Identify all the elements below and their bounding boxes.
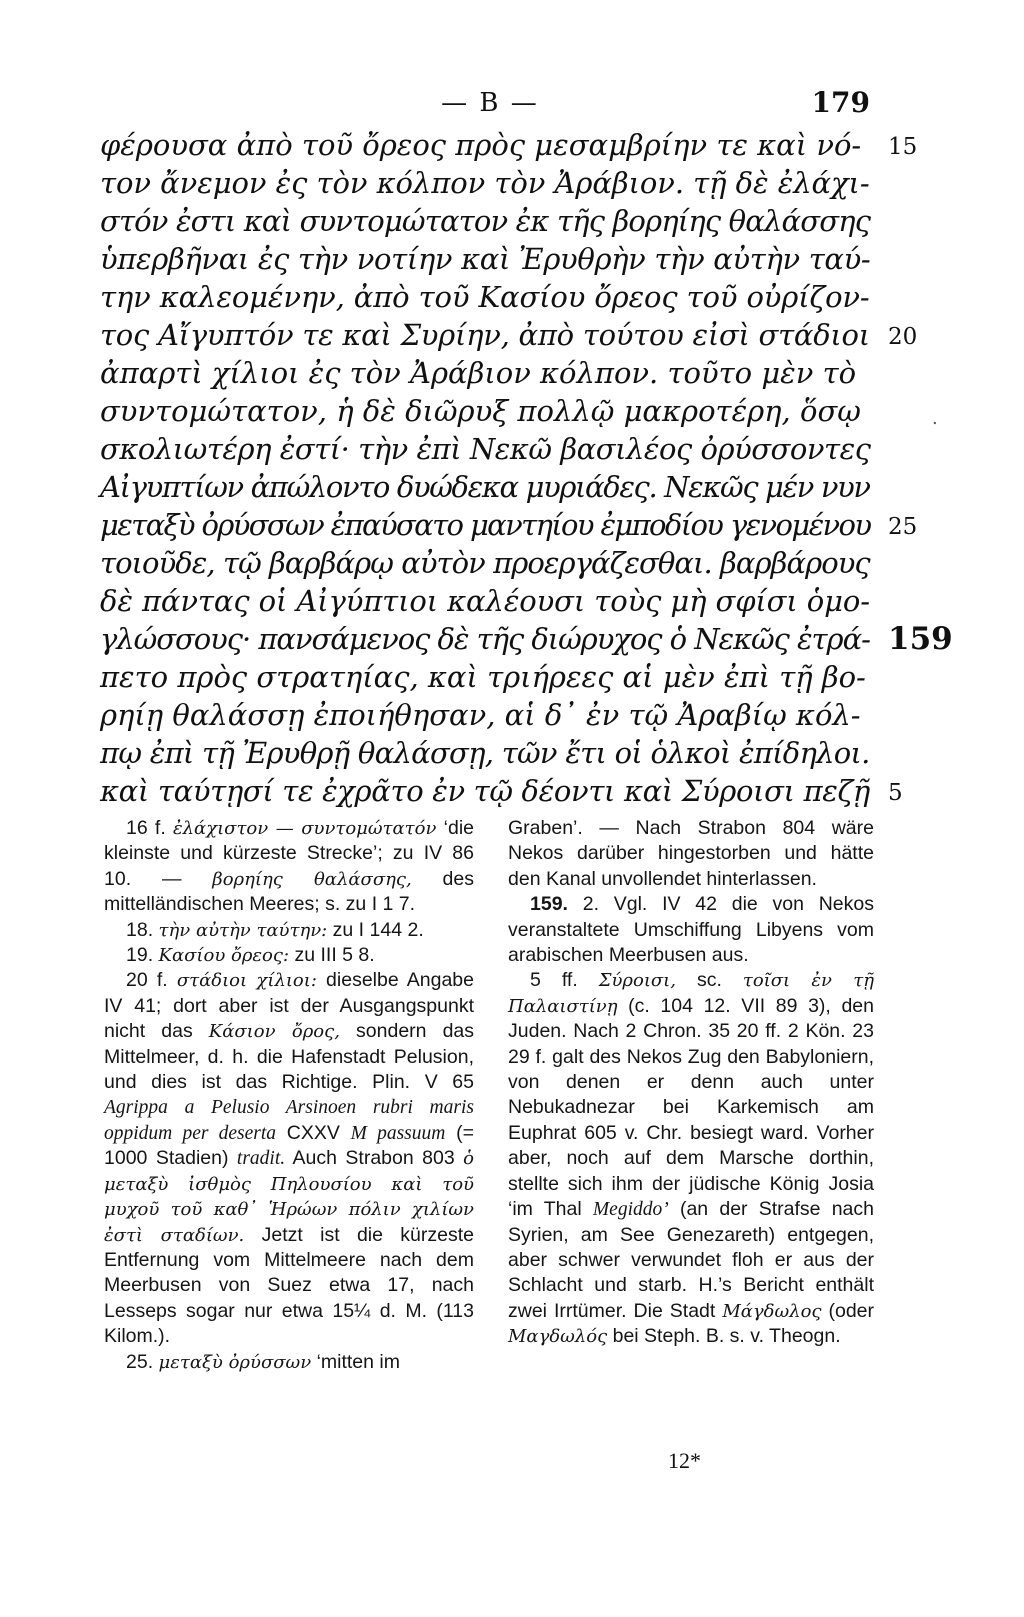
text-line: πετο πρὸς στρατηίας, καὶ τριήρεες αἱ μὲν ἐπὶ τῇ βο-: [100, 660, 866, 694]
note-text: CXXV: [286, 1121, 340, 1144]
greek-lemma: Κάσιον ὄρος,: [208, 1021, 340, 1043]
note-text: sc.: [696, 969, 722, 992]
note-text: zu III 5 8.: [294, 944, 375, 967]
latin-quote: M passuum: [350, 1122, 446, 1144]
line-number: 20: [888, 324, 918, 350]
greek-lemma: στάδιοι χίλιοι:: [176, 970, 317, 992]
greek-lemma: Σύροισι,: [598, 970, 676, 992]
note-text: 2. Vgl. IV 42 die von Nekos veranstaltete Umschiffung Libyens vom arabischen Meerbusen aus.: [508, 893, 874, 967]
text-line: ρηίῃ θαλάσσῃ ἐποιήθησαν, αἱ δ᾿ ἐν τῷ Ἀραβίῳ κόλ-: [100, 698, 861, 732]
note-ref: 16 f.: [126, 817, 166, 839]
footnotes-right-column: [508, 816, 874, 1350]
footnote: [104, 968, 474, 1349]
greek-lemma: Κασίου ὄρεος:: [158, 945, 290, 967]
note-ref: 25.: [126, 1350, 154, 1373]
text-line: ὑπερβῆναι ἐς τὴν νοτίην καὶ Ἐρυθρὴν τὴν αὐτὴν ταύ-: [100, 242, 871, 276]
greek-lemma: μεταξὺ ὀρύσσων: [158, 1351, 312, 1373]
text-line: μεταξὺ ὀρύσσων ἐπαύσατο μαντηίου ἐμποδίου γενομένου: [100, 508, 871, 542]
note-text: bei Steph. B. s. v. Theogn.: [612, 1325, 841, 1348]
latin-quote: Megiddo’: [592, 1199, 669, 1221]
greek-quote: ὁ μεταξὺ ἰσθμὸς Πηλουσίου καὶ τοῦ μυχοῦ τοῦ καθ᾿ Ἡρώων πόλιν χιλίων ἐστὶ σταδίων.: [104, 1148, 474, 1246]
page-number: 179: [811, 86, 870, 119]
signature-mark: 12*: [668, 1448, 701, 1473]
line-number: 5: [888, 780, 903, 806]
note-text: (= 1000 Stadien): [104, 1121, 474, 1170]
note-ref: 20 f.: [126, 969, 168, 992]
text-line: πῳ ἐπὶ τῇ Ἐρυθρῇ θαλάσσῃ, τῶν ἔτι οἱ ὁλκοὶ ἐπίδηλοι.: [100, 736, 870, 770]
note-text: Graben’. — Nach Strabon 804 wäre Nekos darüber hingestorben und hätte den Kanal unvollendet hinterlassen.: [508, 817, 874, 890]
note-ref: 5 ff.: [530, 969, 578, 992]
footnote: [508, 892, 874, 968]
text-line: τοιοῦδε, τῷ βαρβάρῳ αὐτὸν προεργάζεσθαι. βαρβάρους: [100, 546, 870, 580]
note-text: zu I 144 2.: [332, 918, 424, 941]
note-text: (oder: [828, 1299, 875, 1322]
greek-lemma: βορηίης θαλάσσης,: [212, 868, 412, 890]
text-line: δὲ πάντας οἱ Αἰγύπτιοι καλέουσι τοὺς μὴ σφίσι ὁμο-: [100, 584, 870, 618]
latin-quote: tradit.: [236, 1148, 286, 1170]
footnotes-left-column: [104, 816, 474, 1375]
text-line: τον ἄνεμον ἐς τὸν κόλπον τὸν Ἀράβιον. τῇ δὲ ἐλάχι-: [100, 166, 870, 200]
text-line: συντομώτατον, ἡ δὲ διῶρυξ πολλῷ μακροτέρη, ὅσῳ: [100, 394, 861, 428]
greek-lemma: Μαγδωλός: [508, 1326, 608, 1348]
text-line: φέρουσα ἀπὸ τοῦ ὄρεος πρὸς μεσαμβρίην τε καὶ νό-: [100, 128, 862, 162]
note-text: Auch Strabon 803: [292, 1147, 455, 1170]
note-text: ‘mitten im: [316, 1350, 400, 1373]
note-text: des mittelländischen Meeres; s. zu I 1 7.: [104, 867, 474, 916]
greek-quote: τοῖσι ἐν τῇ Παλαιστίνῃ: [508, 970, 875, 1017]
note-ref: 18.: [126, 918, 154, 941]
greek-lemma: τὴν αὐτὴν ταύτην:: [158, 919, 328, 941]
text-line: σκολιωτέρη ἐστί· τὴν ἐπὶ Νεκῶ βασιλέος ὀρύσσοντες: [100, 432, 871, 466]
note-text: (an der Strafse nach Syrien, am See Genezareth) entgegen, aber schwer verwundet floh er aus der Schlacht und starb. H.’s Bericht enthält zwei Irrtümer. Die Stadt: [508, 1198, 875, 1322]
footnote: [104, 943, 474, 968]
note-text: dieselbe Angabe IV 41; dort aber ist der Ausgangspunkt nicht das: [104, 969, 474, 1043]
line-number: 15: [888, 134, 918, 160]
text-line: γλώσσους· πανσάμενος δὲ τῆς διώρυχος ὁ Νεκῶς ἐτρά-: [100, 622, 870, 656]
note-ref: 19.: [126, 944, 154, 967]
text-line: τος Αἴγυπτόν τε καὶ Συρίην, ἀπὸ τούτου εἰσὶ στάδιοι: [100, 318, 870, 352]
running-head-signature: — B —: [441, 88, 539, 118]
footnote: [104, 816, 474, 918]
line-number: 25: [888, 514, 918, 540]
text-line: ἀπαρτὶ χίλιοι ἐς τὸν Ἀράβιον κόλπον. τοῦτο μὲν τὸ: [100, 356, 857, 390]
text-line: την καλεομένην, ἀπὸ τοῦ Κασίου ὄρεος τοῦ οὐρίζον-: [100, 280, 870, 314]
greek-lemma: Μάγδωλος: [722, 1300, 822, 1322]
text-line: στόν ἐστι καὶ συντομώτατον ἐκ τῆς βορηίης θαλάσσης: [100, 204, 871, 238]
text-line: Αἰγυπτίων ἀπώλοντο δυώδεκα μυριάδες. Νεκῶς μέν νυν: [100, 470, 870, 504]
latin-quote: Agrippa a Pelusio Arsinoen rubri maris oppidum per deserta: [104, 1097, 474, 1144]
chapter-number: 159: [888, 621, 953, 657]
note-text: sondern das Mittelmeer, d. h. die Hafenstadt Pelusion, und dies ist das Richtige. Plin. V 65: [104, 1020, 475, 1094]
footnote: [508, 968, 874, 1349]
greek-lemma: ἐλάχιστον — συντομώτατόν: [172, 818, 437, 839]
note-text: (c. 104 12. VII 89 3), den Juden. Nach 2 Chron. 35 20 ff. 2 Kön. 23 29 f. galt des Nekos Zug den Babyloniern, von denen er denn auch unter Nebukadnezar bei Karkemisch am Euphrat 605 v. Chr. besiegt ward. Vorher aber, noch auf dem Marsche dorthin, stellte sich ihm der jüdische König Josia ‘im Thal: [508, 994, 874, 1221]
footnote: [104, 918, 474, 943]
note-text: Jetzt ist die kürzeste Entfernung vom Mittelmeere nach dem Meerbusen von Suez etwa 17, nach Lesseps sogar nur etwa 15¼ d. M. (113 Kilom.).: [104, 1223, 475, 1348]
text-line: καὶ ταύτῃσί τε ἐχρᾶτο ἐν τῷ δέοντι καὶ Σύροισι πεζῇ: [100, 774, 870, 808]
footnote: [104, 1350, 474, 1375]
margin-mark: .: [932, 408, 938, 429]
chapter-ref: 159.: [530, 893, 568, 916]
footnote: [508, 816, 874, 892]
note-text: ‘die kleinste und kürzeste Strecke’; zu IV 86 10. —: [104, 817, 474, 890]
